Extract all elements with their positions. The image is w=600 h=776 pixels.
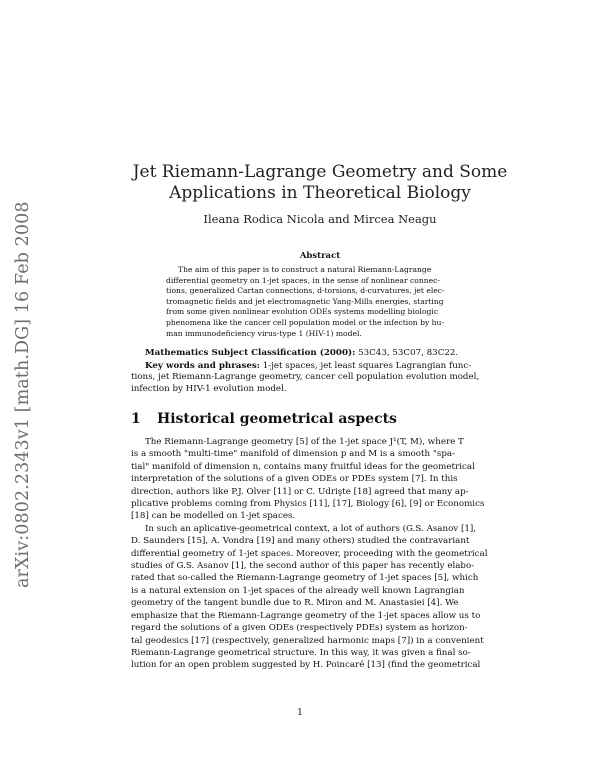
title-line: Applications in Theoretical Biology [169, 183, 471, 203]
body-line: studies of G.S. Asanov [1], the second author of this paper has recently elabo- [131, 561, 475, 572]
abstract-heading: Abstract [299, 251, 341, 261]
body-line: [18] can be modelled on 1-jet spaces. [131, 511, 296, 522]
body-line: tial" manifold of dimension n, contains many fruitful ideas for the geometrical [131, 461, 475, 472]
title-line: Jet Riemann-Lagrange Geometry and Some [132, 162, 508, 182]
abstract-line: phenomena like the cancer cell population model or the infection by hu- [166, 317, 445, 327]
keywords [131, 361, 480, 395]
body-line: differential geometry of 1-jet spaces. Moreover, proceeding with the geometrical [131, 548, 488, 559]
body-line: The Riemann-Lagrange geometry [5] of the 1-jet space J¹(T, M), where T [145, 437, 464, 447]
body-line: interpretation of the solutions of a given ODEs or PDEs system [7]. In this [131, 474, 458, 485]
keywords-text: 1-jet spaces, jet least squares Lagrangian func- [259, 361, 472, 371]
arxiv-identifier: arXiv:0802.2343v1 [math.DG] 16 Feb 2008 [13, 201, 33, 588]
body-line: geometry of the tangent bundle due to R. Miron and M. Anastasiei [4]. We [131, 598, 459, 609]
abstract-line: differential geometry on 1-jet spaces, in the sense of nonlinear connec- [166, 275, 440, 285]
keywords-line: tions, jet Riemann-Lagrange geometry, cancer cell population evolution model, [131, 372, 480, 383]
body-line: direction, authors like P.J. Olver [11] or C. Udrişte [18] agreed that many ap- [131, 486, 469, 497]
body-line: is a smooth "multi-time" manifold of dimension p and M is a smooth "spa- [131, 449, 455, 460]
msc-classification [145, 348, 458, 358]
body-line: In such an aplicative-geometrical context, a lot of authors (G.S. Asanov [1], [145, 523, 477, 534]
abstract-line: tions, generalized Cartan connections, d-torsions, d-curvatures, jet elec- [166, 286, 445, 296]
body-line: Riemann-Lagrange geometrical structure. In this way, it was given a final so- [131, 647, 471, 658]
msc-label: Mathematics Subject Classification (2000): [145, 348, 356, 358]
authors: Ileana Rodica Nicola and Mircea Neagu [203, 212, 437, 226]
abstract-line: The aim of this paper is to construct a natural Riemann-Lagrange [178, 265, 432, 274]
abstract-line: from some given nonlinear evolution ODEs systems modelling biologic [166, 307, 439, 317]
keywords-line: infection by HIV-1 evolution model. [131, 383, 287, 394]
abstract-line: man immunodeficiency virus-type 1 (HIV-1) model. [166, 328, 362, 338]
keywords-label: Key words and phrases: [145, 361, 260, 371]
body-line: is a natural extension on 1-jet spaces of the already well known Lagrangian [131, 585, 465, 596]
msc-value: 53C43, 53C07, 83C22. [355, 348, 459, 358]
body-line: tal geodesics [17] (respectively, generalized harmonic maps [7]) in a convenient [131, 635, 484, 646]
abstract-body [166, 265, 472, 339]
section-heading [131, 411, 397, 427]
body-line: regard the solutions of a given ODEs (respectively PDEs) system as horizon- [131, 623, 468, 634]
body-line: plicative problems coming from Physics [11], [17], Biology [6], [9] or Economics [131, 499, 485, 510]
section-number: 1 [131, 411, 141, 427]
page-number: 1 [297, 708, 303, 718]
paper-title [120, 162, 520, 204]
abstract-line: tromagnetic fields and jet electromagnetic Yang-Mills energies, starting [166, 296, 444, 306]
body-line: lution for an open problem suggested by H. Poincaré [13] (find the geometrical [131, 660, 481, 671]
body-line: emphasize that the Riemann-Lagrange geometry of the 1-jet spaces allow us to [131, 610, 481, 621]
section-title: Historical geometrical aspects [157, 411, 397, 427]
section-body [131, 436, 488, 672]
keywords-line [131, 361, 473, 372]
body-line: rated that so-called the Riemann-Lagrange geometry of 1-jet spaces [5], which [131, 573, 479, 584]
body-line: D. Saunders [15], A. Vondra [19] and many others) studied the contravariant [131, 536, 470, 547]
